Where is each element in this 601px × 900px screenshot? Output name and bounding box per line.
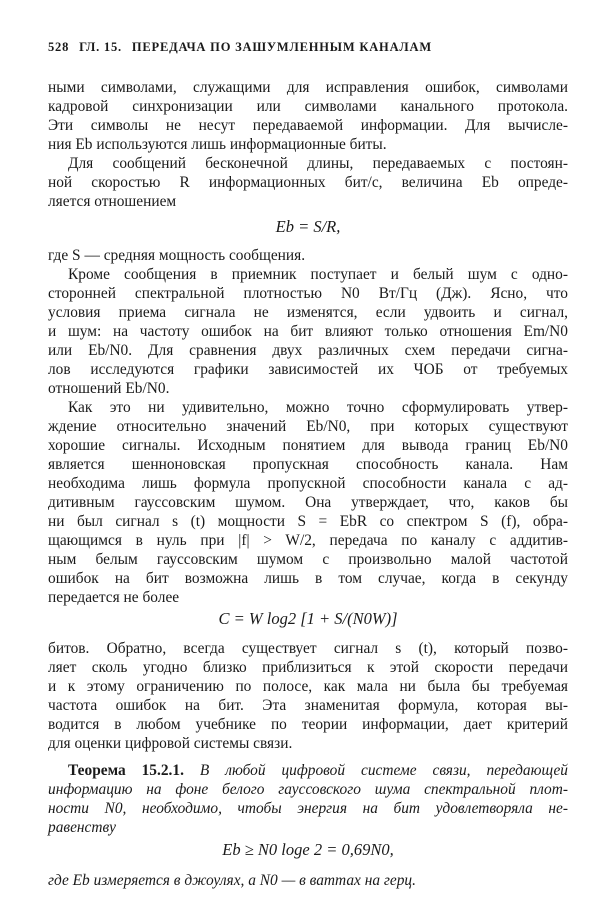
text-line: ошибок на бит возможна лишь в том случае, когда в секунду — [48, 570, 568, 587]
chapter-title: ПЕРЕДАЧА ПО ЗАШУМЛЕННЫМ КАНАЛАМ — [131, 40, 432, 54]
text-line: Как это ни удивительно, можно точно сформулировать утвер- — [68, 399, 568, 416]
running-header — [48, 40, 568, 55]
text-line: кадровой синхронизации или символами канального протокола. — [48, 98, 568, 115]
formula-capacity: C = W log2 [1 + S/(N0W)] — [218, 609, 398, 628]
text-line: и шум: на частоту ошибок на бит влияют только отношения Em/N0 — [48, 323, 568, 340]
text-line: отношений Eb/N0. — [48, 380, 170, 397]
theorem-label: Теорема 15.2.1. — [68, 762, 184, 779]
text-line: Для сообщений бесконечной длины, передаваемых с постоян- — [68, 155, 568, 172]
text-line: ным белым гауссовским шумом с произвольно малой частотой — [48, 551, 568, 568]
text-line: ной скоростью R информационных бит/с, величина Eb опреде- — [48, 174, 568, 191]
page-number: 528 — [48, 40, 70, 54]
formula-eb: Eb = S/R, — [275, 217, 341, 236]
text-line: необходима лишь формула пропускной способности канала с ад- — [48, 475, 568, 492]
formula-bound: Eb ≥ N0 loge 2 = 0,69N0, — [222, 840, 394, 859]
text-line: щающимся в нуль при |f| > W/2, передача по каналу с аддитив- — [48, 532, 568, 549]
text-line: является шенноновская пропускная способность канала. Нам — [48, 456, 568, 473]
text-line: частота ошибок на бит. Эта знаменитая формула, которая вы- — [48, 697, 568, 714]
theorem-text: В любой цифровой системе связи, передающей — [199, 762, 568, 779]
text-line: водится в любом учебнике по теории информации, дает критерий — [48, 716, 568, 733]
theorem-line — [68, 762, 568, 780]
text-line: где S — средняя мощность сообщения. — [48, 247, 306, 264]
theorem-footer-line: где Eb измеряется в джоулях, а N0 — в ваттах на герц. — [48, 872, 416, 889]
text-line: и к этому ограничению по полосе, как мала ни была бы требуемая — [48, 678, 568, 695]
theorem-line: ности N0, необходимо, чтобы энергия на бит удовлетворяла не- — [48, 800, 568, 817]
theorem-line: информацию на фоне белого гауссовского шума спектральной плот- — [48, 781, 568, 798]
text-line: ждение относительно значений Eb/N0, при которых существуют — [48, 418, 568, 435]
chapter-label: ГЛ. 15. — [79, 40, 122, 54]
text-line: Кроме сообщения в приемник поступает и белый шум с одно- — [68, 266, 568, 283]
text-line: сторонней спектральной плотностью N0 Вт/Гц (Дж). Ясно, что — [48, 285, 568, 302]
text-line: условия приема сигнала не изменятся, если удвоить и сигнал, — [48, 304, 568, 321]
text-line: ными символами, служащими для исправления ошибок, символами — [48, 79, 568, 96]
theorem-line: равенству — [48, 819, 116, 836]
text-line: ляет сколь угодно близко приблизиться к этой скорости передачи — [48, 659, 568, 676]
text-line: для оценки цифровой системы связи. — [48, 735, 293, 752]
text-line: ния Eb используются лишь информационные биты. — [48, 136, 387, 153]
text-line: дитивным гауссовским шумом. Она утверждает, что, каков бы — [48, 494, 568, 511]
text-line: передается не более — [48, 589, 180, 606]
text-line: ни был сигнал s (t) мощности S = EbR со спектром S (f), обра- — [48, 513, 568, 530]
text-line: битов. Обратно, всегда существует сигнал s (t), который позво- — [48, 640, 568, 657]
text-line: хорошие сигналы. Исходным понятием для вывода границ Eb/N0 — [48, 437, 568, 454]
text-line: лов исследуются графики зависимостей их ЧОБ от требуемых — [48, 361, 568, 378]
text-line: ляется отношением — [48, 193, 177, 210]
text-line: или Eb/N0. Для сравнения двух различных схем передачи сигна- — [48, 342, 568, 359]
text-line: Эти символы не несут передаваемой информации. Для вычисле- — [48, 117, 568, 134]
